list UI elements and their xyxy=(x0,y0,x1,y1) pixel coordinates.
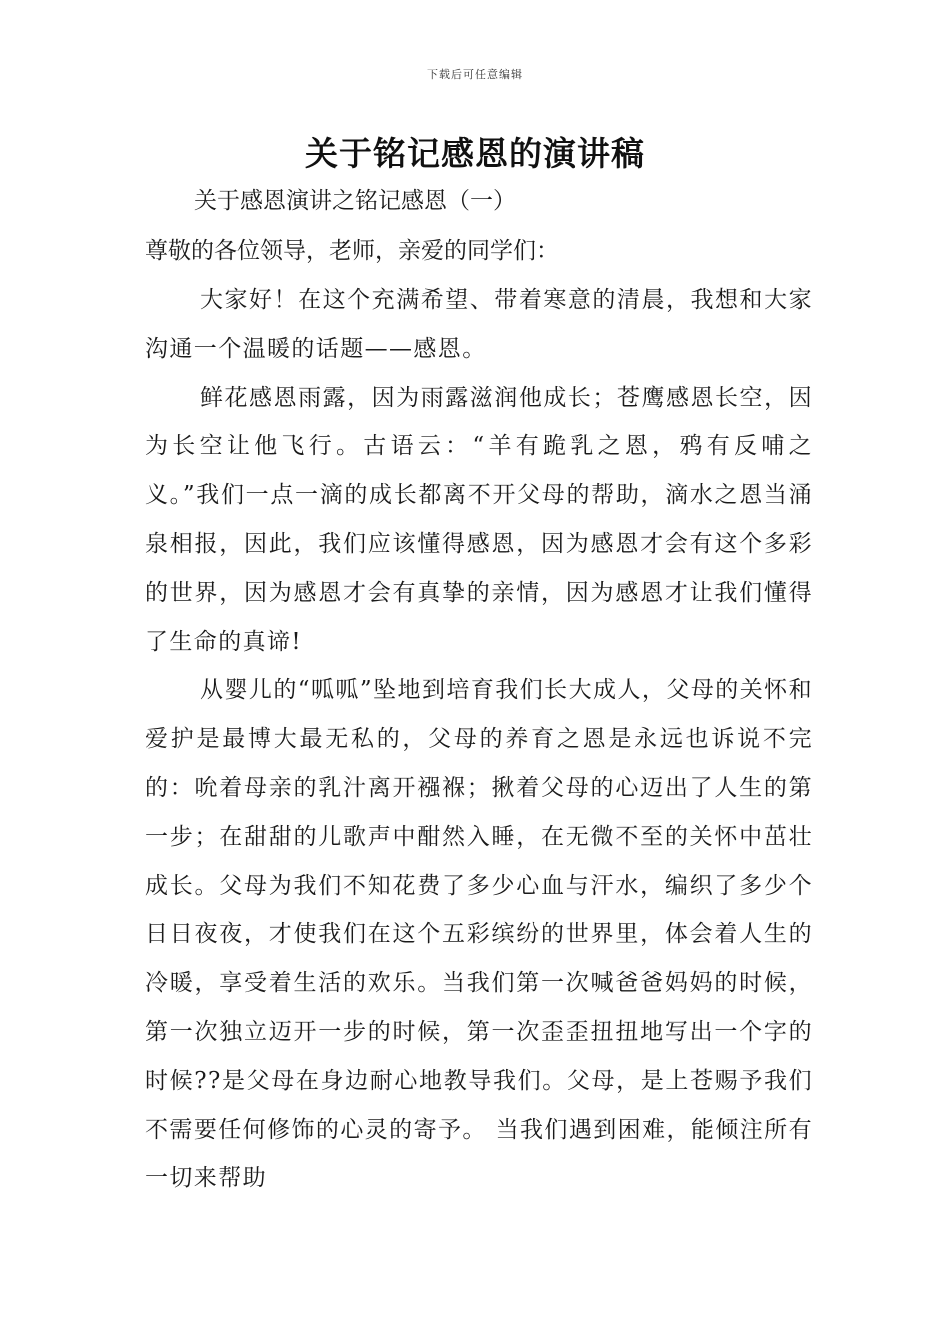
document-body xyxy=(145,276,813,1203)
paragraph-greeting: 大家好！在这个充满希望、带着寒意的清晨，我想和大家沟通一个温暖的话题——感恩。 xyxy=(145,287,813,362)
document-subtitle: 关于感恩演讲之铭记感恩（一） xyxy=(194,188,516,214)
header-note: 下载后可任意编辑 xyxy=(427,68,523,81)
salutation: 尊敬的各位领导，老师，亲爱的同学们： xyxy=(145,238,559,264)
paragraph-gratitude-meaning: 鲜花感恩雨露，因为雨露滋润他成长；苍鹰感恩长空，因为长空让他飞行。古语云：“羊有跪乳之恩，鸦有反哺之义。”我们一点一滴的成长都离不开父母的帮助，滴水之恩当涌泉相报，因此，我们应该懂得感恩，因为感恩才会有这个多彩的世界，因为感恩才会有真挚的亲情，因为感恩才让我们懂得了生命的真谛! xyxy=(145,384,813,655)
paragraph-parents-care: 从婴儿的“呱呱”坠地到培育我们长大成人，父母的关怀和爱护是最博大最无私的，父母的养育之恩是永远也诉说不完的：吮着母亲的乳汁离开襁褓；揪着父母的心迈出了人生的第一步；在甜甜的儿歌声中酣然入睡，在无微不至的关怀中茁壮成长。父母为我们不知花费了多少心血与汗水，编织了多少个日日夜夜，才使我们在这个五彩缤纷的世界里，体会着人生的冷暖，享受着生活的欢乐。当我们第一次喊爸爸妈妈的时候，第一次独立迈开一步的时候，第一次歪歪扭扭地写出一个字的时候??是父母在身边耐心地教导我们。父母，是上苍赐予我们不需要任何修饰的心灵的寄予。 当我们遇到困难，能倾注所有一切来帮助 xyxy=(145,677,813,1192)
document-title: 关于铭记感恩的演讲稿 xyxy=(305,134,645,173)
